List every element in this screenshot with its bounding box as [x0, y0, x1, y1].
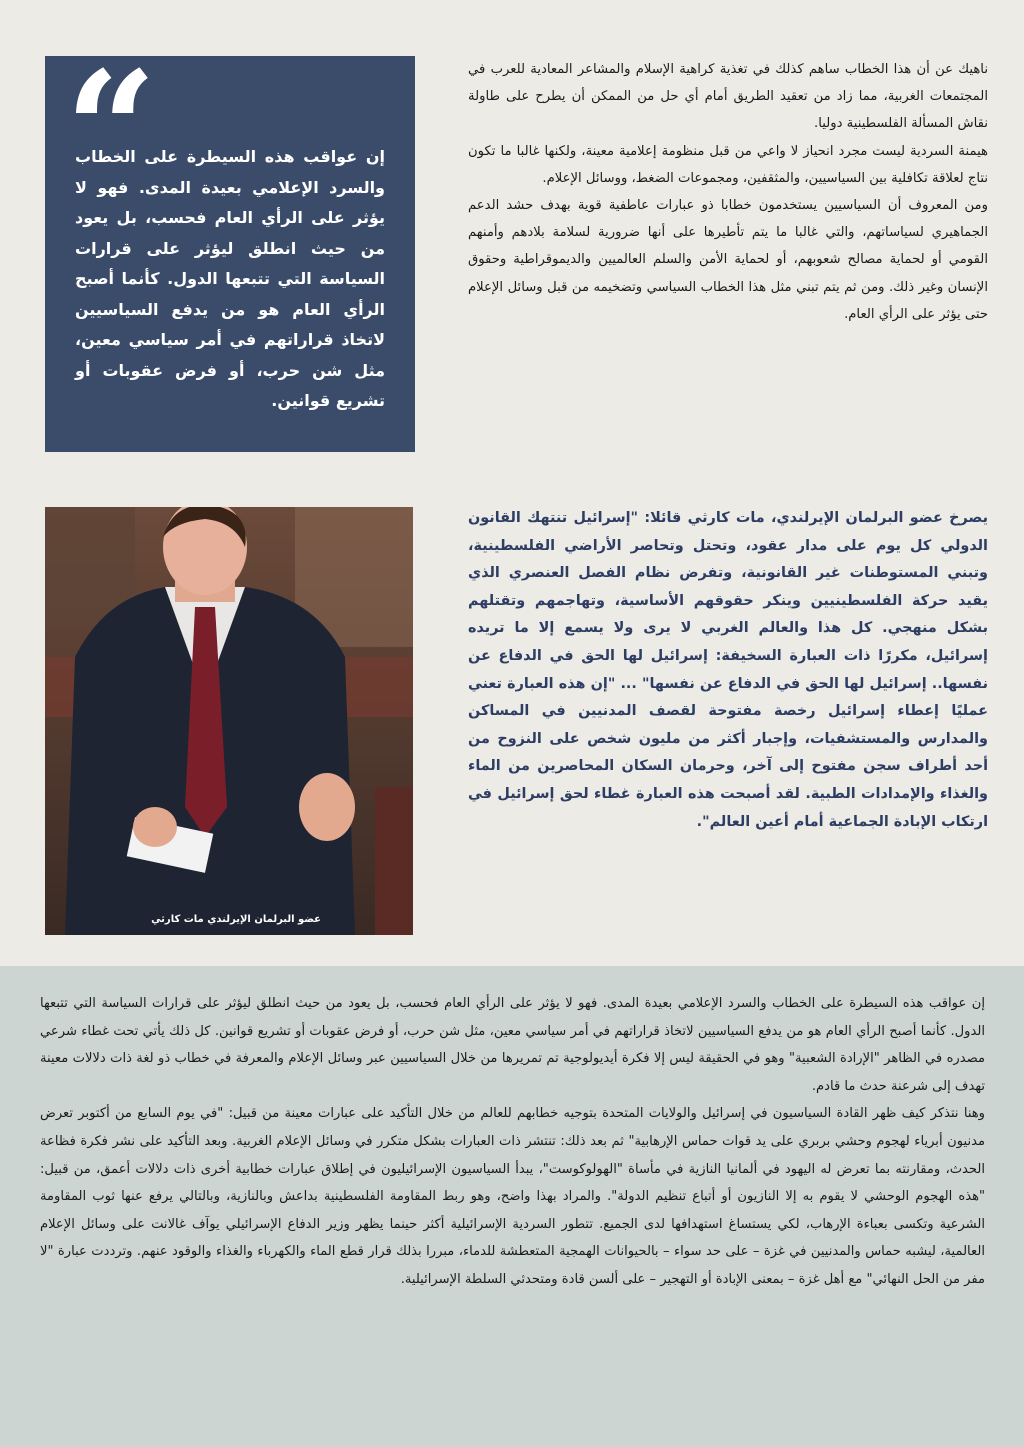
- mp-quote-column: [468, 505, 988, 836]
- intro-paragraph-3: ومن المعروف أن السياسيين يستخدمون خطابا ذو عبارات عاطفية قوية بهدف حشد الدعم الجماهيري لسياساتهم، والتي غالبا ما يتم تأطيرها على أنها ضرورية لسلامة بلادهم وأمنهم القومي أو لحماية مصالح شعوبهم، أو لحماية الأمن والسلم العالميين والديموقراطية وحقوق الإنسان وغير ذلك. ومن ثم يتم تبني مثل هذا الخطاب السياسي وتضخيمه من قبل وسائل الإعلام حتى يؤثر على الرأي العام.: [468, 198, 988, 322]
- intro-paragraph-2: هيمنة السردية ليست مجرد انحياز لا واعي من قبل منظومة إعلامية معينة، ولكنها غالبا ما تكون نتاج لعلاقة تكافلية بين السياسيين، والمثقفين، ومجموعات الضغط، ووسائل الإعلام.: [468, 143, 988, 186]
- bottom-paragraph-1: إن عواقب هذه السيطرة على الخطاب والسرد الإعلامي بعيدة المدى. فهو لا يؤثر على الرأي العام فحسب، بل يعود من حيث انطلق ليؤثر على قرارات السياسة التي تتبعها الدول. كأنما أصبح الرأي العام هو من يدفع السياسيين لاتخاذ قراراتهم في أمر سياسي معين، مثل شن حرب، أو فرض عقوبات أو تشريع قوانين. كل ذلك يأتي تحت غطاء شرعي مصدره في الظاهر "الإرادة الشعبية" وهو في الحقيقة ليس إلا فكرة أيديولوجية تم تمريرها من خلال السياسيين عبر وسائل الإعلام والمعرفة في خطاب ذو لغة ذات دلالات معينة تهدف إلى شرعنة حدث ما قادم.: [40, 996, 985, 1094]
- bottom-paragraph-2: وهنا نتذكر كيف ظهر القادة السياسيون في إسرائيل والولايات المتحدة بتوجيه خطابهم للعالم من خلال التأكيد على عبارات معينة من قبيل: "في يوم السابع من أكتوبر تعرض مدنيون أبرياء لهجوم وحشي بربري على يد قوات حماس الإرهابية" ثم بعد ذلك: تنتشر ذات العبارات بشكل متكرر في وسائل الإعلام الغربية. وبعد التأكيد على نشر فكرة فظاعة الحدث، ومقارنته بما تعرض له اليهود في ألمانيا النازية في مأساة "الهولوكوست"، يبدأ السياسيون الإسرائيليون في إطلاق عبارات خطابية أخرى ذات دلالات أعمق، من قبيل: "هذه الهجوم الوحشي لا يقوم به إلا النازيون أو أتباع تنظيم الدولة". والمراد بهذا واضح، وهو ربط المقاومة الفلسطينية بداعش وبالنازية، وبالتالي يرفع عنها ثوب المقاومة الشرعية وتكسى بعباءة الإرهاب، لكي يستساغ استهدافها لدى الجميع. تتطور السردية الإسرائيلية أكثر حينما يظهر وزير الدفاع الإسرائيلي يوآف غالانت على وسائل الإعلام العالمية، ليشبه حماس والمدنيين في غزة – على حد سواء – بالحيوانات الهمجية المتعطشة للدماء، مبررا بذلك قرار قطع الماء والكهرباء والغذاء والوقود عنهم. وترددت عبارة "لا مفر من الحل النهائي" مع أهل غزة – بمعنى الإبادة أو التهجير – على ألسن قادة ومتحدثي السلطة الإسرائيلية.: [40, 1106, 985, 1287]
- mp-photo: [45, 507, 413, 935]
- photo-caption: عضو البرلمان الإيرلندي مات كارثي: [151, 914, 321, 925]
- mp-photo-illustration: [45, 507, 413, 935]
- pull-quote-box: [45, 36, 415, 452]
- pull-quote-text: إن عواقب هذه السيطرة على الخطاب والسرد الإعلامي بعيدة المدى. فهو لا يؤثر على الرأي العام فحسب، بل يعود من حيث انطلق ليؤثر على قرارات السياسة التي تتبعها الدول. كأنما أصبح الرأي العام هو من يدفع السياسيين لاتخاذ قراراتهم في أمر سياسي معين، مثل شن حرب، أو فرض عقوبات أو تشريع قوانين.: [75, 147, 385, 410]
- intro-text-column: [468, 56, 988, 328]
- intro-paragraph-1: ناهيك عن أن هذا الخطاب ساهم كذلك في تغذية كراهية الإسلام والمشاعر المعادية للعرب في المجتمعات الغربية، مما زاد من تعقيد الطريق أمام أي حل من الممكن أن يطرح على طاولة نقاش المسألة الفلسطينية دوليا.: [468, 62, 988, 132]
- quote-mark-icon: “: [65, 36, 158, 224]
- bottom-text-column: [40, 990, 985, 1294]
- mp-quote-paragraph: يصرخ عضو البرلمان الإيرلندي، مات كارثي قائلا: "إسرائيل تنتهك القانون الدولي كل يوم على مدار عقود، وتحتل وتحاصر الأراضي الفلسطينية، وتبني المستوطنات غير القانونية، وتفرض نظام الفصل العنصري الذي يقيد حركة الفلسطينيين وينكر حقوقهم الأساسية، وتهاجمهم وتقتلهم بشكل منهجي. كل هذا والعالم الغربي لا يرى ولا يسمع إلا ما تريده إسرائيل، مكررًا ذات العبارة السخيفة: إسرائيل لها الحق في الدفاع عن نفسها.. إسرائيل لها الحق في الدفاع عن نفسها" ... "إن هذه العبارة تعني عمليًا إعطاء إسرائيل رخصة مفتوحة لقصف المدنيين في المساكن والمدارس والمستشفيات، وإجبار أكثر من مليون شخص على النزوح من أحد أطراف سجن مفتوح إلى آخر، وحرمان السكان المحاصرين من الماء والغذاء والإمدادات الطبية. لقد أصبحت هذه العبارة غطاء لحق إسرائيل في ارتكاب الإبادة الجماعية أمام أعين العالم".: [468, 510, 988, 830]
